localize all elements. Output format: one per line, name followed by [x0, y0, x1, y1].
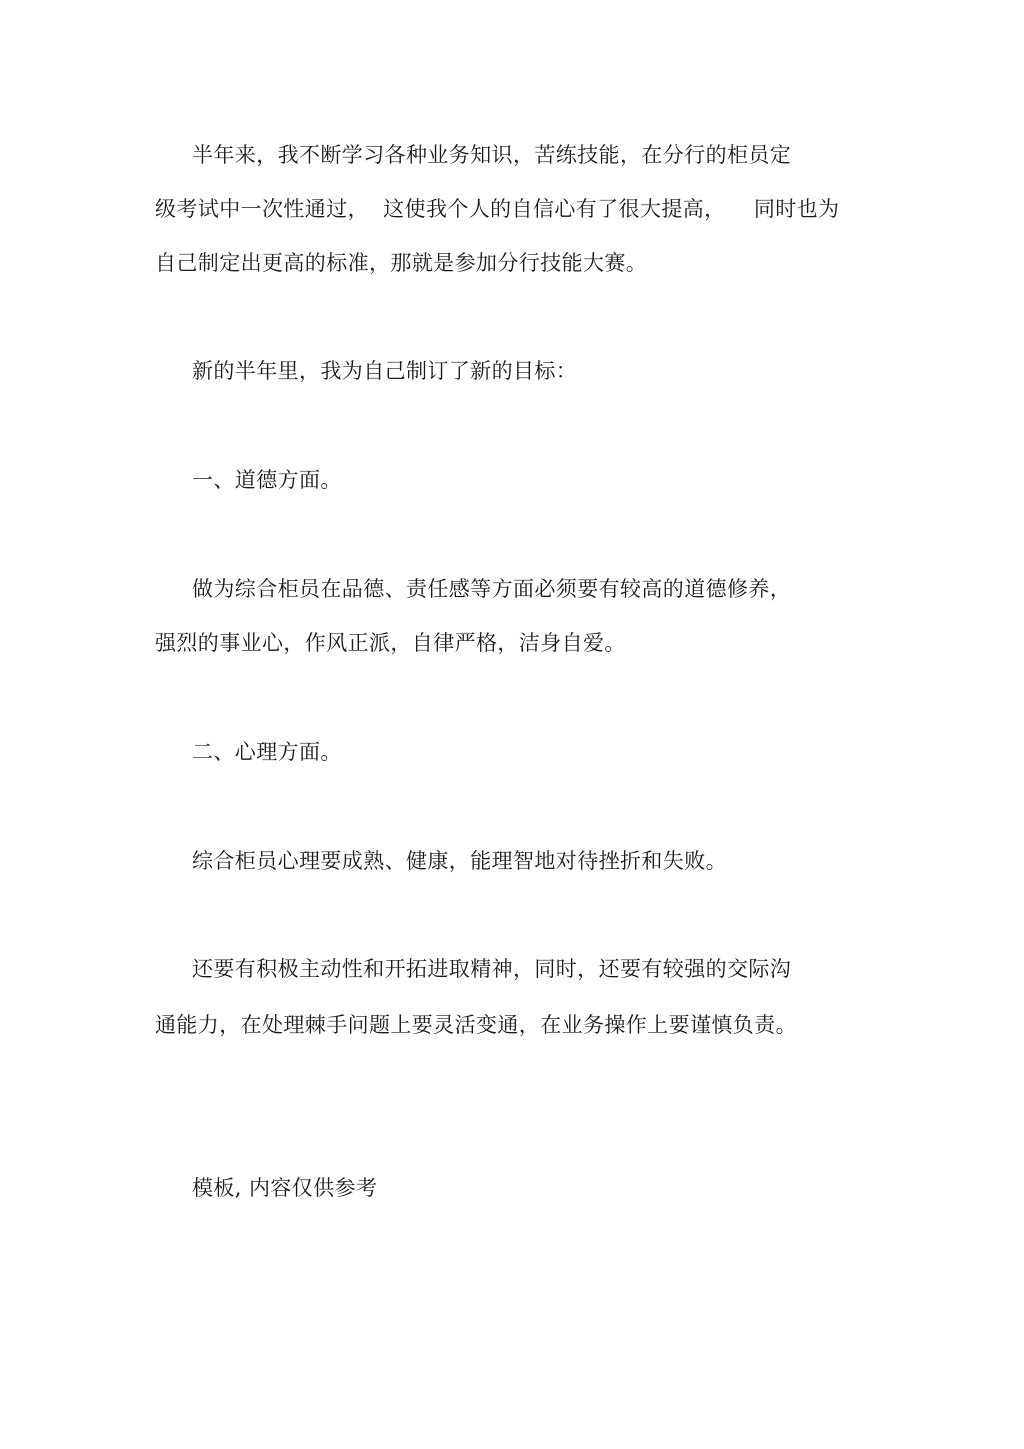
paragraph-line: 还要有积极主动性和开拓进取精神，同时，还要有较强的交际沟 — [192, 957, 792, 981]
paragraph-line: 新的半年里，我为自己制订了新的目标： — [192, 359, 578, 383]
paragraph-line: 级考试中一次性通过， 这使我个人的自信心有了很大提高， 同时也为 — [155, 197, 840, 221]
section-heading: 二、心理方面。 — [192, 740, 342, 764]
section-heading: 一、道德方面。 — [192, 468, 342, 492]
paragraph-line: 自己制定出更高的标准，那就是参加分行技能大赛。 — [155, 251, 648, 275]
paragraph-line: 综合柜员心理要成熟、健康，能理智地对待挫折和失败。 — [192, 849, 727, 873]
footer-note: 模板, 内容仅供参考 — [192, 1176, 378, 1200]
paragraph-line: 强烈的事业心，作风正派，自律严格，洁身自爱。 — [155, 631, 626, 655]
paragraph-line: 半年来，我不断学习各种业务知识，苦练技能，在分行的柜员定 — [192, 143, 792, 167]
paragraph-line: 通能力，在处理棘手问题上要灵活变通，在业务操作上要谨慎负责。 — [155, 1013, 797, 1037]
paragraph-line: 做为综合柜员在品德、责任感等方面必须要有较高的道德修养， — [192, 577, 792, 601]
